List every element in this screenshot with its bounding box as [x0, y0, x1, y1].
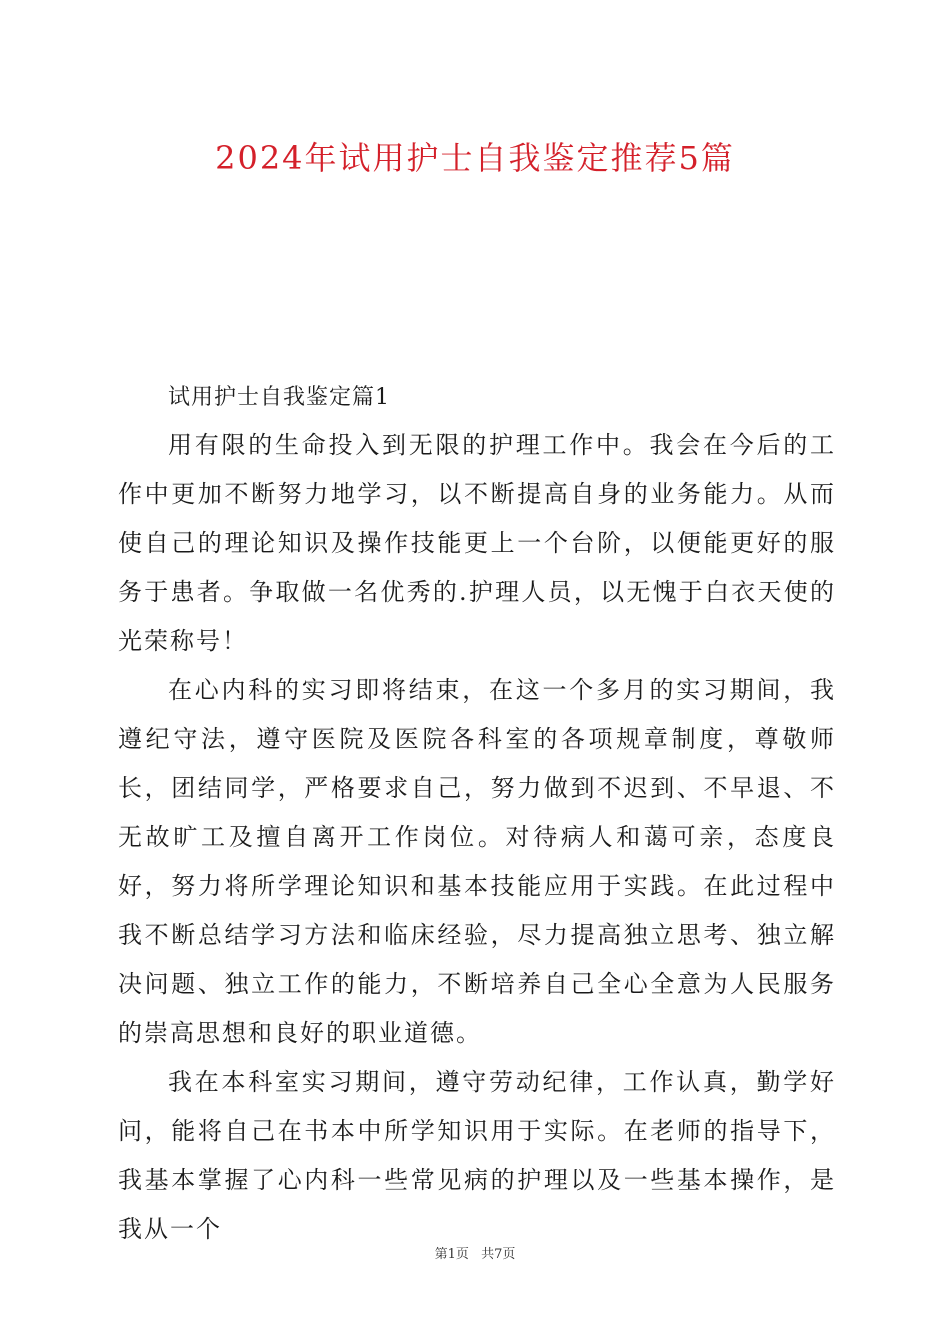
page-number: 第1页	[434, 1247, 469, 1262]
paragraph-2: 在心内科的实习即将结束，在这一个多月的实习期间，我遵纪守法，遵守医院及医院各科室的各项规章制度，尊敬师长，团结同学，严格要求自己，努力做到不迟到、不早退、不无故旷工及擅自离开工作岗位。对待病人和蔼可亲，态度良好，努力将所学理论知识和基本技能应用于实践。在此过程中我不断总结学习方法和临床经验，尽力提高独立思考、独立解决问题、独立工作的能力，不断培养自己全心全意为人民服务的崇高思想和良好的职业道德。	[118, 676, 836, 1047]
paragraph-3: 我在本科室实习期间，遵守劳动纪律，工作认真，勤学好问，能将自己在书本中所学知识用于实际。在老师的指导下，我基本掌握了心内科一些常见病的护理以及一些基本操作，是我从一个	[118, 1068, 836, 1243]
document-title: 2024年试用护士自我鉴定推荐5篇	[215, 139, 735, 177]
page-footer	[0, 1245, 950, 1265]
paragraph-1: 用有限的生命投入到无限的护理工作中。我会在今后的工作中更加不断努力地学习，以不断提高自身的业务能力。从而使自己的理论知识及操作技能更上一个台阶，以便能更好的服务于患者。争取做一名优秀的.护理人员，以无愧于白衣天使的光荣称号！	[118, 431, 836, 655]
page-total: 共7页	[481, 1247, 516, 1262]
section-heading: 试用护士自我鉴定篇1	[168, 385, 390, 410]
document-body	[118, 375, 836, 1254]
